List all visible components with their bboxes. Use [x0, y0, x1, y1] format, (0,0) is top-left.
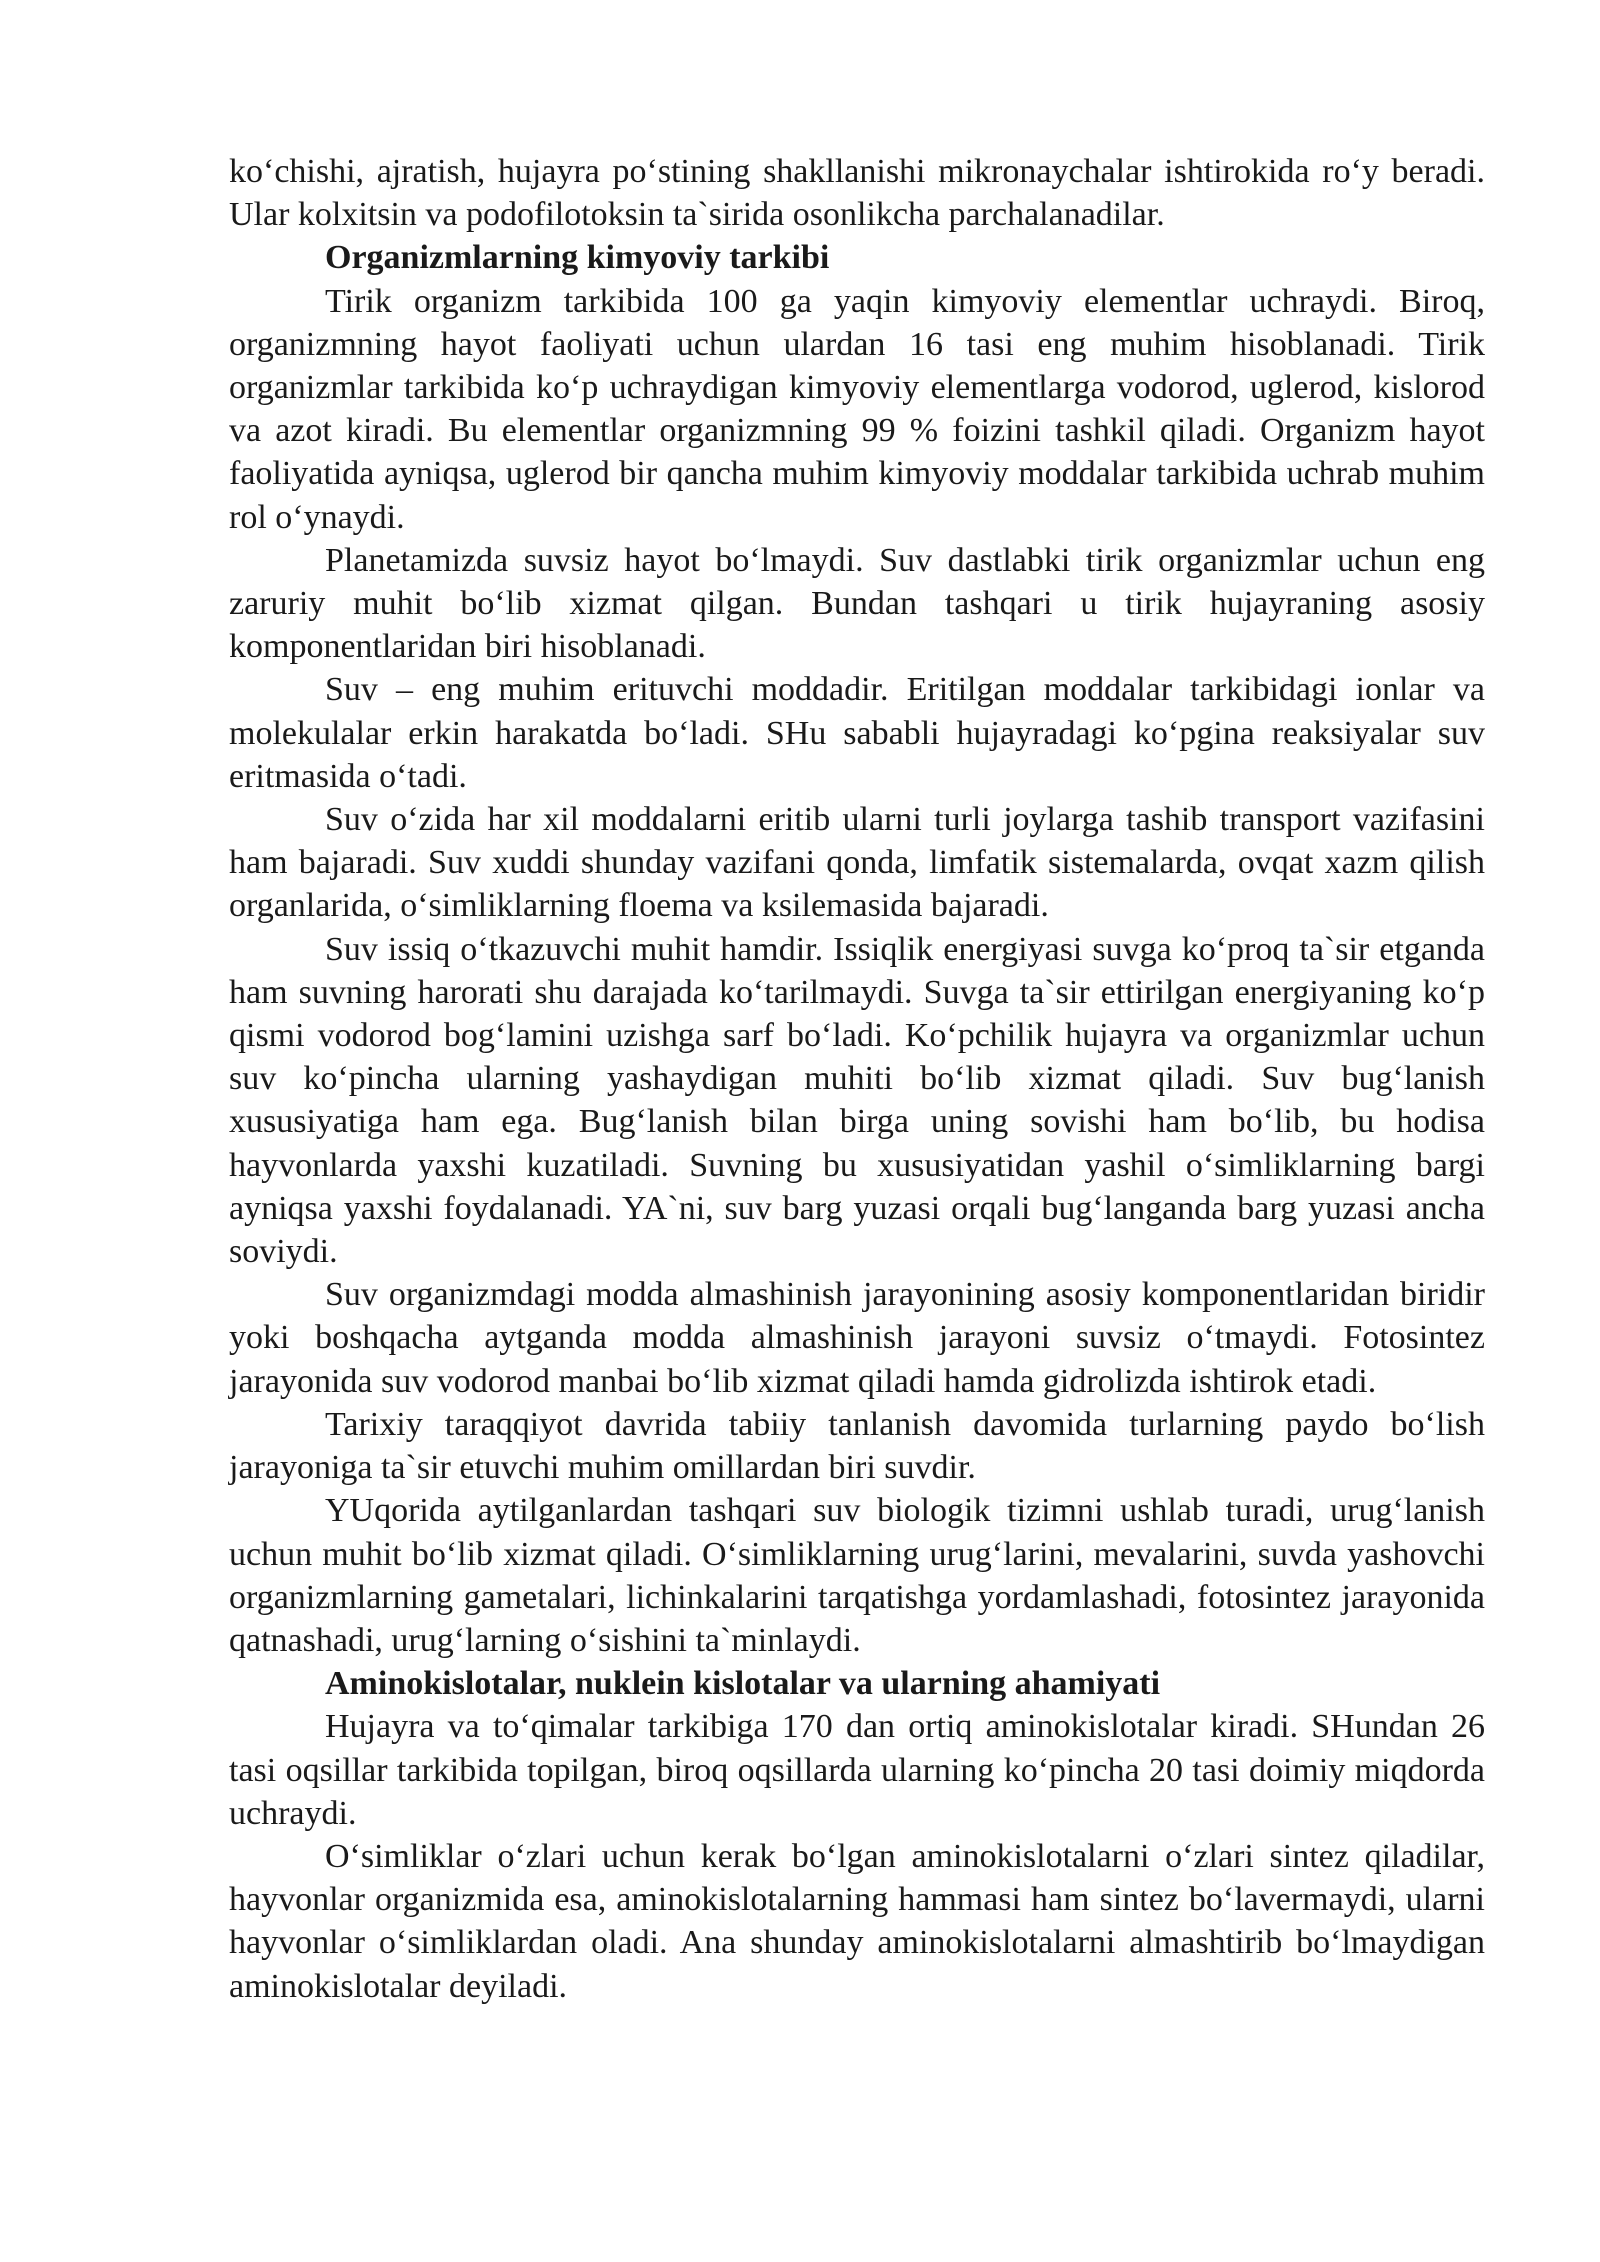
paragraph: Planetamizda suvsiz hayot bo‘lmaydi. Suv dastlabki tirik organizmlar uchun eng zaruriy muhit bo‘lib xizmat qilgan. Bundan tashqari u tirik hujayraning asosiy komponentlaridan biri hisoblanadi.: [229, 541, 1485, 666]
paragraph: YUqorida aytilganlardan tashqari suv biologik tizimni ushlab turadi, urug‘lanish uchun muhit bo‘lib xizmat qiladi. O‘simliklarning urug‘larini, mevalarini, suvda yashovchi organizmlarning gametalari, lichinkalarini tarqatishga yordamlashadi, fotosintez jarayonida qatnashadi, urug‘larning o‘sishini ta`minlaydi.: [229, 1492, 1485, 1659]
paragraph: Suv organizmdagi modda almashinish jarayonining asosiy komponentlaridan biridir yoki boshqacha aytganda modda almashinish jarayoni suvsiz o‘tmaydi. Fotosintez jarayonida suv vodorod manbai bo‘lib xizmat qiladi hamda gidrolizda ishtirok etadi.: [229, 1276, 1485, 1400]
section-heading-amino-acids: Aminokislotalar, nuklein kislotalar va ularning ahamiyati: [325, 1665, 1161, 1703]
paragraph: O‘simliklar o‘zlari uchun kerak bo‘lgan aminokislotalarni o‘zlari sintez qiladilar, hayvonlar organizmida esa, aminokislotalarning hammasi ham sintez bo‘lavermaydi, ularni hayvonlar o‘simliklardan oladi. Ana shunday aminokislotalarni almashtirib bo‘lmaydigan aminokislotalar deyiladi.: [229, 1837, 1485, 2005]
continuation-paragraph: ko‘chishi, ajratish, hujayra po‘stining shakllanishi mikronaychalar ishtirokida ro‘y beradi. Ular kolxitsin va podofilotoksin ta`sirida osonlikcha parchalanadilar.: [229, 153, 1485, 234]
section-heading-chemical-composition: Organizmlarning kimyoviy tarkibi: [325, 239, 830, 277]
paragraph: Suv – eng muhim erituvchi moddadir. Eritilgan moddalar tarkibidagi ionlar va molekulalar erkin harakatda bo‘ladi. SHu sababli hujayradagi ko‘pgina reaksiyalar suv eritmasida o‘tadi.: [229, 671, 1485, 795]
paragraph: Hujayra va to‘qimalar tarkibiga 170 dan ortiq aminokislotalar kiradi. SHundan 26 tasi oqsillar tarkibida topilgan, biroq oqsillarda ularning ko‘pincha 20 tasi doimiy miqdorda uchraydi.: [229, 1708, 1485, 1832]
paragraph: Tirik organizm tarkibida 100 ga yaqin kimyoviy elementlar uchraydi. Biroq, organizmning hayot faoliyati uchun ulardan 16 tasi eng muhim hisoblanadi. Tirik organizmlar tarkibida ko‘p uchraydigan kimyoviy elementlarga vodorod, uglerod, kislorod va azot kiradi. Bu elementlar organizmning 99 % foizini tashkil qiladi. Organizm hayot faoliyatida ayniqsa, uglerod bir qancha muhim kimyoviy moddalar tarkibida uchrab muhim rol o‘ynaydi.: [229, 282, 1485, 536]
paragraph: Tarixiy taraqqiyot davrida tabiiy tanlanish davomida turlarning paydo bo‘lish jarayoniga ta`sir etuvchi muhim omillardan biri suvdir.: [229, 1405, 1485, 1487]
paragraph: Suv issiq o‘tkazuvchi muhit hamdir. Issiqlik energiyasi suvga ko‘proq ta`sir etganda ham suvning harorati shu darajada ko‘tarilmaydi. Suvga ta`sir ettirilgan energiyaning ko‘p qismi vodorod bog‘lamini uzishga sarf bo‘ladi. Ko‘pchilik hujayra va organizmlar uchun suv ko‘pincha ularning yashaydigan muhiti bo‘lib xizmat qiladi. Suv bug‘lanish xususiyatiga ham ega. Bug‘lanish bilan birga uning sovishi ham bo‘lib, bu hodisa hayvonlarda yaxshi kuzatiladi. Suvning bu xususiyatidan yashil o‘simliklarning bargi ayniqsa yaxshi foydalanadi. YA`ni, suv barg yuzasi orqali bug‘langanda barg yuzasi ancha soviydi.: [229, 930, 1485, 1271]
paragraph: Suv o‘zida har xil moddalarni eritib ularni turli joylarga tashib transport vazifasini ham bajaradi. Suv xuddi shunday vazifani qonda, limfatik sistemalarda, ovqat xazm qilish organlarida, o‘simliklarning floema va ksilemasida bajaradi.: [229, 801, 1485, 925]
document-page: [229, 150, 1485, 2008]
